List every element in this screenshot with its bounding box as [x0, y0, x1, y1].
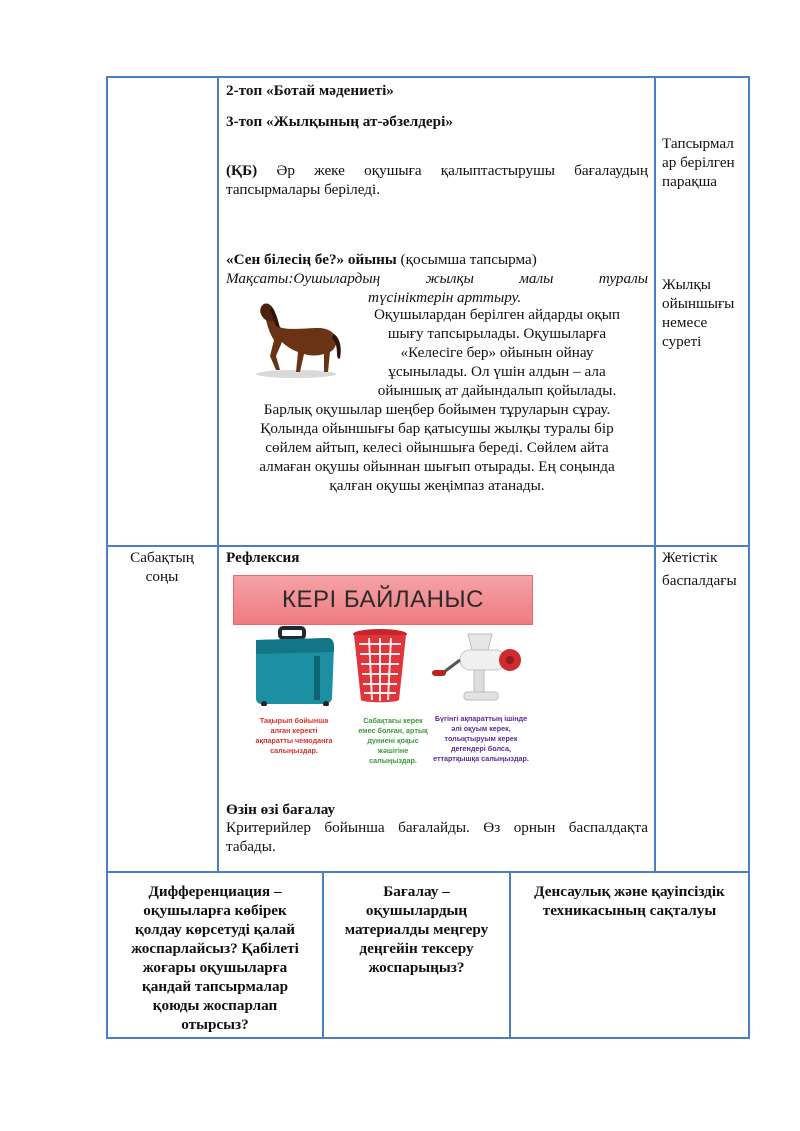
game-title: «Сен білесің бе?» ойыны	[226, 251, 397, 268]
aim-line-2: түсініктерін арттыру.	[368, 289, 522, 306]
game-description-full	[226, 400, 648, 495]
self-assessment-title: Өзін өзі бағалау	[226, 801, 336, 818]
footer-line: қолдау көрсетуді қалай	[135, 921, 295, 938]
footer-line: Денсаулық және қауіпсіздік	[534, 883, 725, 900]
suitcase-icon	[250, 626, 336, 706]
table-bottom-border	[106, 1037, 750, 1039]
caption-line: дүниені қоқыс	[367, 736, 419, 745]
footer-line: деңгейін тексеру	[359, 940, 474, 957]
footer-assessment	[324, 882, 509, 977]
caption-line: толықтыруым керек	[444, 734, 518, 743]
caption-grinder	[432, 714, 530, 764]
game-line: Барлық оқушылар шеңбер бойымен тұруларын сұрау.	[263, 401, 611, 418]
caption-suitcase	[246, 716, 342, 756]
resource-line: ойыншығы	[662, 295, 735, 312]
footer-line: қандай тапсырмалар	[141, 978, 289, 995]
game-description-inset	[346, 305, 648, 400]
resource-line: суреті	[662, 333, 702, 350]
footer-differentiation	[108, 882, 322, 1034]
kb-task-paragraph	[226, 161, 648, 199]
caption-line: Сабақтағы керек	[363, 716, 423, 725]
caption-line: әлі оқуым керек,	[451, 724, 511, 733]
game-line: қалған оқушы жеңімпаз атанады.	[329, 477, 545, 494]
kb-tag: (ҚБ)	[226, 162, 258, 179]
resource-worksheet	[662, 134, 735, 191]
footer-line: оқушылардың	[365, 902, 468, 919]
col-divider-stage	[217, 76, 219, 873]
group-3-heading: 3-топ «Жылқының ат-әбзелдері»	[226, 113, 453, 130]
footer-line: материалды меңгеру	[344, 921, 489, 938]
footer-health-safety	[511, 882, 748, 920]
game-line: шығу тапсырылады. Оқушыларға	[387, 325, 607, 342]
group-2-heading: 2-топ «Ботай мәдениеті»	[226, 82, 394, 99]
meat-grinder-icon	[430, 632, 526, 704]
table-right-border	[748, 76, 750, 1039]
resource-line: ар берілген	[662, 154, 735, 171]
game-line: алмаған оқушы ойыннан шығып отырады. Ең соңында	[259, 458, 615, 475]
footer-line: техникасының сақталуы	[542, 902, 717, 919]
game-line: сөйлем айтып, келесі ойыншыға береді. Сөйлем айта	[265, 439, 609, 456]
stage-end-of-lesson	[108, 548, 216, 586]
resource-achievement-ladder	[662, 548, 737, 589]
footer-line: Дифференциация –	[148, 883, 282, 900]
self-assessment-text: Критерийлер бойынша бағалайды. Өз орнын баспалдақта табады.	[226, 819, 648, 855]
caption-line: салыңыздар.	[270, 746, 318, 755]
resource-line: баспалдағы	[662, 572, 737, 589]
caption-basket	[350, 716, 436, 766]
reflection-title: Рефлексия	[226, 549, 300, 566]
game-line: ойыншық ат дайындалып қойылады.	[377, 382, 617, 399]
resource-horse-toy	[662, 275, 734, 351]
caption-line: емес болған, артық	[358, 726, 428, 735]
resource-line: Жылқы	[662, 276, 711, 293]
game-line: Қолында ойыншығы бар қатысушы жылқы туралы бір	[260, 420, 614, 437]
caption-line: дегендері болса,	[450, 744, 512, 753]
caption-line: ақпаратты чемоданға	[255, 736, 333, 745]
game-title-line	[226, 250, 537, 269]
footer-line: Бағалау –	[383, 883, 450, 900]
caption-line: салыңыздар.	[369, 756, 417, 765]
game-note: (қосымша тапсырма)	[396, 251, 537, 268]
footer-line: жоспарлайсыз? Қабілеті	[131, 940, 299, 957]
resource-line: Тапсырмал	[662, 135, 734, 152]
caption-line: жәшігіне	[377, 746, 409, 755]
caption-line: алған керекті	[270, 726, 318, 735]
aim-line-1: Мақсаты:Оушылардың жылқы малы туралы	[226, 270, 648, 287]
footer-line: жоғары оқушыларға	[142, 959, 288, 976]
caption-line: Бүгінгі ақпараттың ішінде	[434, 714, 528, 723]
resource-line: парақша	[662, 173, 718, 190]
footer-line: оқушыларға көбірек	[143, 902, 287, 919]
horse-toy-image	[246, 298, 346, 380]
caption-line: еттартқышқа салыңыздар.	[433, 754, 529, 763]
caption-line: Тақырып бойынша	[259, 716, 329, 725]
kb-text: Әр жеке оқушыға қалыптастырушы бағалаудың тапсырмалары беріледі.	[226, 162, 648, 198]
footer-line: қоюды жоспарлап	[152, 997, 278, 1014]
waste-basket-icon	[351, 628, 409, 704]
footer-line: отырсыз?	[181, 1016, 249, 1033]
stage-line: Сабақтың	[130, 549, 194, 566]
resource-line: Жетістік	[662, 549, 718, 566]
feedback-banner: КЕРІ БАЙЛАНЫС	[234, 576, 532, 624]
stage-line: соңы	[145, 568, 179, 585]
game-line: Оқушылардан берілген айдарды оқып	[373, 306, 621, 323]
footer-line: жоспарыңыз?	[368, 959, 465, 976]
resource-line: немесе	[662, 314, 708, 331]
game-line: ұсынылады. Ол үшін алдын – ала	[388, 363, 606, 380]
col-divider-resources	[654, 76, 656, 873]
game-line: «Келесіге бер» ойынын ойнау	[400, 344, 594, 361]
